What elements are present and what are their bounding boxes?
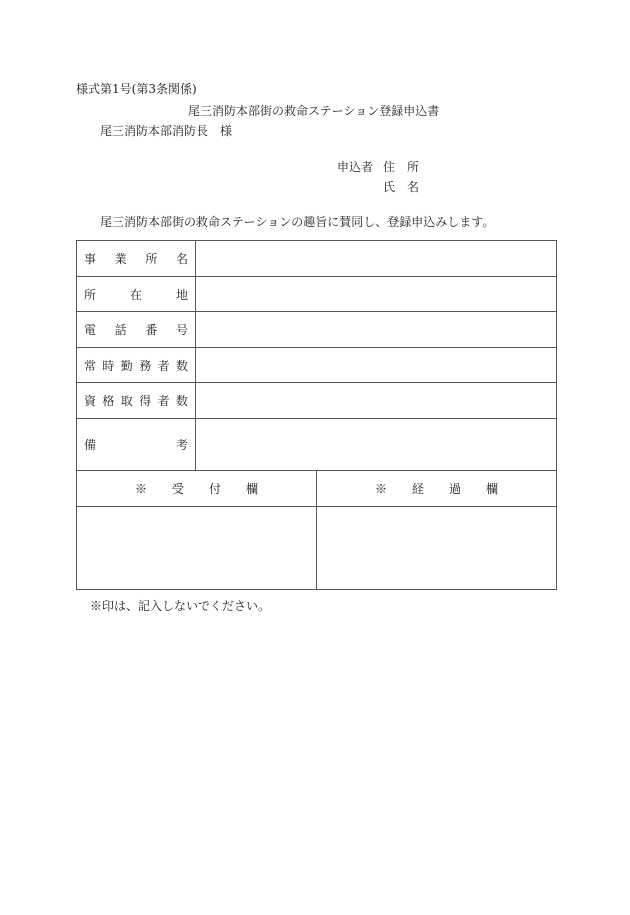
location-field[interactable] bbox=[196, 277, 557, 312]
row-label: 事業所名 bbox=[77, 241, 196, 277]
progress-cell bbox=[317, 507, 557, 590]
table-row bbox=[77, 312, 557, 348]
application-table bbox=[76, 240, 557, 590]
table-row bbox=[77, 277, 557, 312]
table-row bbox=[77, 241, 557, 277]
form-number: 様式第1号(第3条関係) bbox=[76, 82, 197, 96]
name-label: 氏 名 bbox=[383, 180, 420, 194]
table-row bbox=[77, 348, 557, 383]
reception-header: ※受付欄 bbox=[77, 471, 317, 507]
address-label: 住 所 bbox=[383, 160, 420, 174]
office-use-header-row bbox=[77, 471, 557, 507]
reception-cell bbox=[77, 507, 317, 590]
office-use-row bbox=[77, 507, 557, 590]
remarks-field[interactable] bbox=[196, 419, 557, 471]
statement: 尾三消防本部街の救命ステーションの趣旨に賛同し、登録申込みします。 bbox=[100, 215, 495, 229]
row-label: 電話番号 bbox=[77, 312, 196, 348]
business-name-field[interactable] bbox=[196, 241, 557, 277]
row-label: 所在地 bbox=[77, 277, 196, 312]
row-label: 備考 bbox=[77, 419, 196, 471]
addressee: 尾三消防本部消防長 様 bbox=[100, 124, 233, 138]
progress-header: ※経過欄 bbox=[317, 471, 557, 507]
applicant-label: 申込者 bbox=[337, 160, 374, 174]
table-row bbox=[77, 383, 557, 419]
footnote: ※印は、記入しないでください。 bbox=[90, 599, 271, 613]
table-row bbox=[77, 419, 557, 471]
employees-field[interactable] bbox=[196, 348, 557, 383]
row-label: 資格取得者数 bbox=[77, 383, 196, 419]
document-title: 尾三消防本部街の救命ステーション登録申込書 bbox=[188, 104, 440, 118]
qualified-field[interactable] bbox=[196, 383, 557, 419]
phone-field[interactable] bbox=[196, 312, 557, 348]
row-label: 常時勤務者数 bbox=[77, 348, 196, 383]
